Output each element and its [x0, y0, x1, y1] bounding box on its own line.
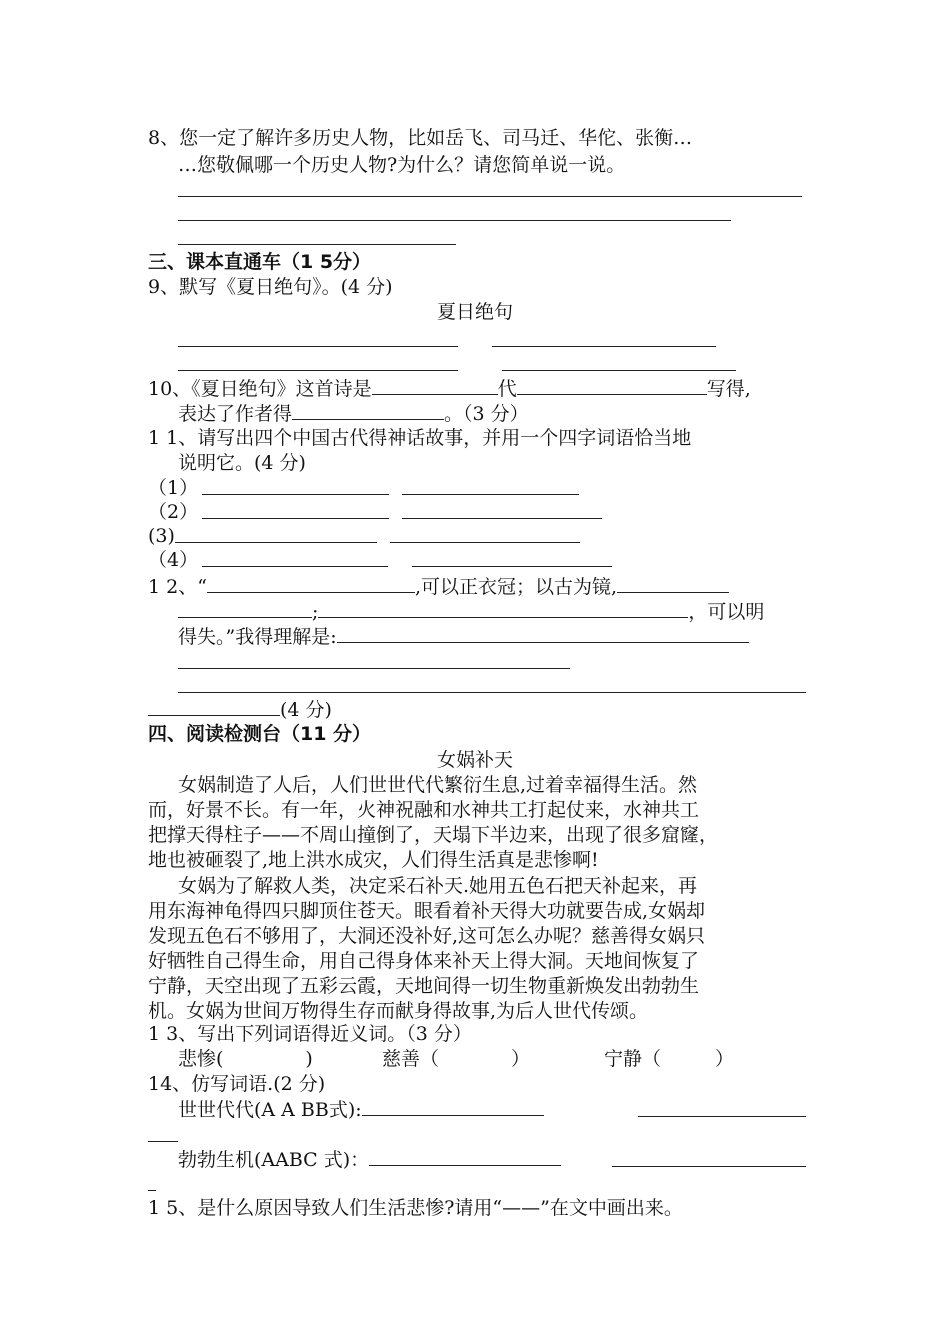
- q11-word-blank-1[interactable]: [402, 494, 579, 495]
- passage-line: 用东海神龟得四只脚顶住苍天。眼看着补天得大功就要告成,女娲却: [148, 900, 706, 922]
- q11-item-label: （1）: [148, 477, 199, 499]
- passage-line: 发现五色石不够用了，大洞还没补好,这可怎么办呢？慈善得女娲只: [148, 925, 706, 947]
- q8-answer-line-3[interactable]: [178, 244, 456, 245]
- q14-example-1-label: 世世代代(A A BB式):: [178, 1099, 362, 1121]
- q14-blank-1[interactable]: [362, 1097, 544, 1116]
- q11-item-2: [148, 500, 198, 524]
- q14-blank-3[interactable]: [369, 1147, 561, 1166]
- q12-line3-text: 得失。”我得理解是:: [178, 626, 337, 648]
- poem-line-3[interactable]: [178, 370, 458, 371]
- passage-title: 女娲补天: [436, 749, 513, 771]
- q13-word-1-close: ): [305, 1048, 313, 1070]
- q12-line2: [178, 599, 764, 624]
- q13-word-2-label: 慈善（: [382, 1048, 440, 1070]
- q8-answer-line-1[interactable]: [178, 196, 802, 197]
- q9-text: 9、默写《夏日绝句》。(4 分): [148, 276, 393, 298]
- q11-story-blank-4[interactable]: [202, 566, 388, 567]
- q11-item-label: （4）: [148, 549, 199, 571]
- q11-item-1: [148, 476, 198, 500]
- q10-suffix: 写得,: [706, 378, 751, 400]
- q11-story-blank-1[interactable]: [202, 494, 389, 495]
- q10-line2: [178, 401, 529, 426]
- q14-example-2-label: 勃勃生机(AABC 式)：: [178, 1149, 370, 1171]
- poem-line-2[interactable]: [492, 346, 716, 347]
- q10-line2-prefix: 表达了作者得: [178, 403, 293, 425]
- passage-line: 女娲为了解救人类，决定采石补天.她用五色石把天补起来，再: [178, 875, 698, 897]
- q8-answer-line-2[interactable]: [178, 220, 731, 221]
- q15-text: 1 5、是什么原因导致人们生活悲惨?请用“——”在文中画出来。: [148, 1197, 683, 1219]
- q11-line1: 1 1、请写出四个中国古代得神话故事，并用一个四字词语恰当地: [148, 427, 692, 449]
- q12-answer-line-1[interactable]: [178, 668, 570, 669]
- q14-blank-4[interactable]: [612, 1166, 806, 1167]
- poem-line-4[interactable]: [502, 370, 736, 371]
- q14-example-2: [178, 1147, 561, 1172]
- passage-line: 地也被砸裂了,地上洪水成灾，人们得生活真是悲惨啊!: [148, 849, 599, 871]
- q8-line1: 8、您一定了解许多历史人物，比如岳飞、司马迁、华佗、张衡…: [148, 127, 693, 149]
- q12-line2-mid: ;: [312, 601, 319, 623]
- q10-prefix: 10、《夏日绝句》这首诗是: [148, 378, 372, 400]
- q12-score: (4 分): [280, 699, 332, 721]
- q12-blank-4[interactable]: [318, 599, 688, 618]
- q11-word-blank-2[interactable]: [402, 518, 602, 519]
- passage-line: 女娲制造了人后，人们世世代代繁衍生息,过着幸福得生活。然: [178, 774, 698, 796]
- q14-blank-4-wrap[interactable]: [148, 1190, 156, 1191]
- q10-line2-suffix: 。（3 分）: [444, 403, 529, 425]
- poem-line-1[interactable]: [178, 346, 458, 347]
- q12-answer-line-3[interactable]: [148, 697, 280, 716]
- q14-text: 14、仿写词语.(2 分): [148, 1073, 326, 1095]
- q11-word-blank-3[interactable]: [390, 542, 580, 543]
- q10-line1: [148, 376, 751, 401]
- q12-line-last: [148, 697, 332, 722]
- q12-answer-line-2[interactable]: [178, 692, 806, 693]
- q8-line2: …您敬佩哪一个历史人物?为什么？请您简单说一说。: [178, 154, 626, 176]
- q11-item-4: [148, 548, 198, 572]
- q13-word-1: [178, 1047, 313, 1071]
- passage-line: 好牺牲自己得生命，用自己得身体来补天上得大洞。天地间恢复了: [148, 950, 700, 972]
- q10-author-blank[interactable]: [517, 376, 707, 395]
- passage-line: 宁静，天空出现了五彩云霞，天地间得一切生物重新焕发出勃勃生: [148, 975, 700, 997]
- q12-line1-prefix: 1 2、“: [148, 576, 207, 598]
- q10-mid: 代: [497, 378, 517, 400]
- passage-line: 把撑天得柱子——不周山撞倒了，天塌下半边来，出现了很多窟窿，: [148, 824, 719, 846]
- q14-blank-2[interactable]: [638, 1116, 806, 1117]
- q12-blank-3[interactable]: [178, 599, 312, 618]
- q13-word-2-close: ）: [511, 1048, 531, 1070]
- q12-line2-suffix: ，可以明: [688, 601, 765, 623]
- q12-blank-1[interactable]: [207, 574, 415, 593]
- q13-word-2: [382, 1047, 530, 1071]
- q11-line2: 说明它。(4 分): [178, 452, 306, 474]
- q13-word-3-label: 宁静（: [604, 1048, 662, 1070]
- section-3-title: 三、课本直通车（1 5分）: [148, 251, 372, 273]
- q10-feeling-blank[interactable]: [292, 401, 444, 420]
- q13-word-1-label: 悲惨(: [178, 1048, 224, 1070]
- q14-blank-2-wrap[interactable]: [148, 1141, 178, 1142]
- q12-line1-mid: ,可以正衣冠；以古为镜,: [414, 576, 618, 598]
- q14-example-1: [178, 1097, 544, 1122]
- q11-item-label: （2）: [148, 501, 199, 523]
- q12-blank-2[interactable]: [617, 574, 729, 593]
- q12-understanding-blank[interactable]: [337, 624, 749, 643]
- poem-title: 夏日绝句: [436, 301, 513, 323]
- q11-word-blank-4[interactable]: [412, 566, 612, 567]
- passage-line: 机。女娲为世间万物得生存而献身得故事,为后人世代传颂。: [148, 1000, 649, 1022]
- q13-word-3: [604, 1047, 734, 1071]
- q11-item-3: [148, 524, 175, 548]
- passage-line: 而，好景不长。有一年，火神祝融和水神共工打起仗来，水神共工: [148, 799, 700, 821]
- q11-story-blank-2[interactable]: [202, 518, 389, 519]
- section-4-title: 四、阅读检测台（11 分）: [148, 723, 372, 745]
- q12-line3: [178, 624, 749, 649]
- q11-item-label: (3): [148, 525, 175, 547]
- q10-dynasty-blank[interactable]: [372, 376, 498, 395]
- q12-line1: [148, 574, 729, 599]
- q13-word-3-close: ）: [715, 1048, 735, 1070]
- q13-text: 1 3、写出下列词语得近义词。（3 分）: [148, 1023, 472, 1045]
- q11-story-blank-3[interactable]: [175, 542, 377, 543]
